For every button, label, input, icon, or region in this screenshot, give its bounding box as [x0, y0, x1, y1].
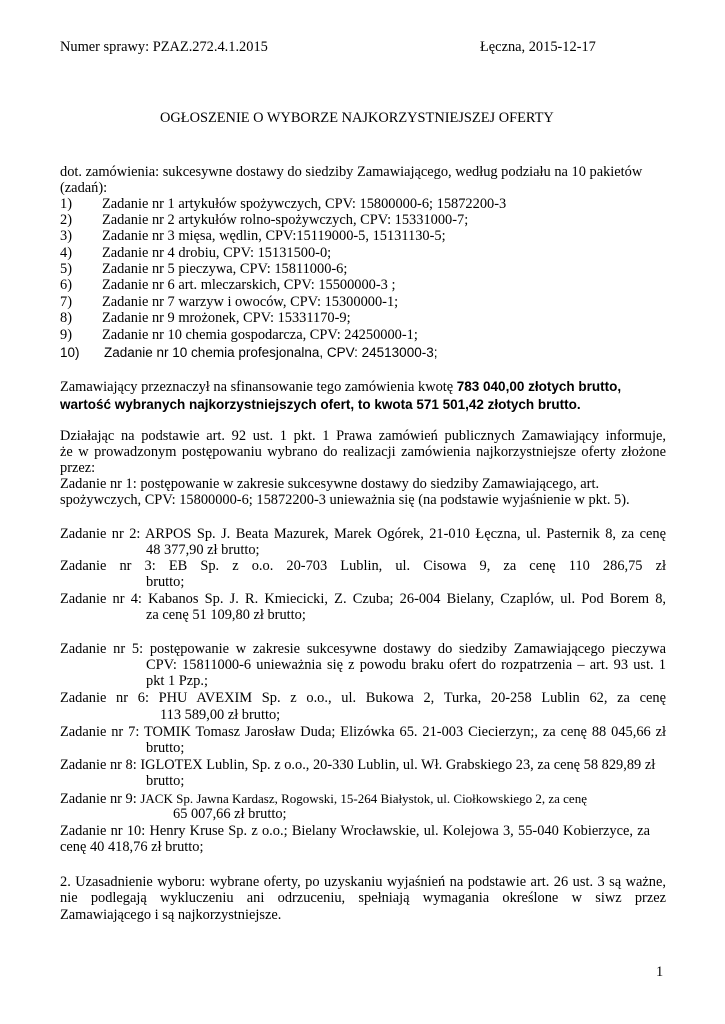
award-task-4: Zadanie nr 4: Kabanos Sp. J. R. Kmiecicki, Z. Czuba; 26-004 Bielany, Czaplów, ul. Pod Borem 8, — [60, 591, 666, 607]
selected-offers-value: wartość wybranych najkorzystniejszych ofert, to kwota 571 501,42 złotych brutto. — [60, 397, 581, 412]
task-number: 7) — [60, 294, 72, 310]
award-task-3-price: brutto; — [146, 574, 185, 590]
task-item: Zadanie nr 6 art. mleczarskich, CPV: 15500000-3 ; — [102, 277, 396, 293]
justification-line: 2. Uzasadnienie wyboru: wybrane oferty, po uzyskaniu wyjaśnień na podstawie art. 26 ust. 3 są ważne, — [60, 874, 666, 890]
subject-line: (zadań): — [60, 180, 108, 196]
task-number: 4) — [60, 245, 72, 261]
award-task-3: Zadanie nr 3: EB Sp. z o.o. 20-703 Lublin, ul. Cisowa 9, za cenę 110 286,75 zł — [60, 558, 666, 574]
task-item: Zadanie nr 4 drobiu, CPV: 15131500-0; — [102, 245, 332, 261]
task-number: 2) — [60, 212, 72, 228]
award-task-7: Zadanie nr 7: TOMIK Tomasz Jarosław Duda; Elizówka 65. 21-003 Ciecierzyn;, za cenę 88 045,66 zł — [60, 724, 666, 740]
task-number: 5) — [60, 261, 72, 277]
task-item: Zadanie nr 9 mrożonek, CPV: 15331170-9; — [102, 310, 351, 326]
legal-basis-line: że w prowadzonym postępowaniu wybrano do realizacji zamówienia najkorzystniejsze oferty złożone — [60, 444, 666, 460]
award-task-6: Zadanie nr 6: PHU AVEXIM Sp. z o.o., ul. Bukowa 2, Turka, 20-258 Lublin 62, za cenę — [60, 690, 666, 706]
award-task-9-prefix: Zadanie nr 9: — [60, 791, 141, 807]
award-task-4-price: za cenę 51 109,80 zł brutto; — [146, 607, 306, 623]
task-item: Zadanie nr 5 pieczywa, CPV: 15811000-6; — [102, 261, 348, 277]
task-item: Zadanie nr 10 chemia profesjonalna, CPV: 24513000-3; — [104, 345, 438, 360]
award-task-9 — [60, 790, 587, 809]
budget-amount: 783 040,00 złotych brutto, — [456, 379, 622, 394]
award-task-5-note: pkt 1 Pzp.; — [146, 673, 208, 689]
task-item: Zadanie nr 7 warzyw i owoców, CPV: 15300000-1; — [102, 294, 399, 310]
page-title: OGŁOSZENIE O WYBORZE NAJKORZYSTNIEJSZEJ OFERTY — [160, 110, 554, 126]
award-task-10-price: cenę 40 418,76 zł brutto; — [60, 839, 204, 855]
task-item: Zadanie nr 1 artykułów spożywczych, CPV: 15800000-6; 15872200-3 — [102, 196, 507, 212]
page-number: 1 — [656, 964, 664, 980]
budget-intro: Zamawiający przeznaczył na sfinansowanie tego zamówienia kwotę — [60, 379, 457, 395]
award-task-8: Zadanie nr 8: IGLOTEX Lublin, Sp. z o.o., 20-330 Lublin, ul. Wł. Grabskiego 23, za cenę 58 829,89 zł — [60, 757, 656, 773]
task1-cancel-line: spożywczych, CPV: 15800000-6; 15872200-3 unieważnia się (na podstawie wyjaśnienie w pkt. 5). — [60, 492, 630, 508]
justification-line: nie podlegają wykluczeniu ani odrzuceniu, spełniają wymagania określone w siwz przez — [60, 890, 666, 906]
budget-line — [60, 378, 621, 397]
task-item: Zadanie nr 3 mięsa, wędlin, CPV:15119000-5, 15131130-5; — [102, 228, 446, 244]
award-task-10: Zadanie nr 10: Henry Kruse Sp. z o.o.; Bielany Wrocławskie, ul. Kolejowa 3, 55-040 Kobierzyce, za — [60, 823, 650, 839]
award-task-2-price: 48 377,90 zł brutto; — [146, 542, 260, 558]
task-number: 6) — [60, 277, 72, 293]
award-task-5: Zadanie nr 5: postępowanie w zakresie sukcesywne dostawy do siedziby Zamawiającego pieczywa — [60, 641, 666, 657]
award-task-9-price: 65 007,66 zł brutto; — [173, 806, 287, 822]
task-number: 9) — [60, 327, 72, 343]
task-number: 8) — [60, 310, 72, 326]
award-task-5-note: CPV: 15811000-6 unieważnia się z powodu braku ofert do rozpatrzenia – art. 93 ust. 1 — [146, 657, 666, 673]
award-task-7-price: brutto; — [146, 740, 185, 756]
task-number: 10) — [60, 345, 80, 360]
legal-basis-line: Działając na podstawie art. 92 ust. 1 pkt. 1 Prawa zamówień publicznych Zamawiający informuje, — [60, 428, 666, 444]
task-item: Zadanie nr 10 chemia gospodarcza, CPV: 24250000-1; — [102, 327, 418, 343]
award-task-8-price: brutto; — [146, 773, 185, 789]
award-task-9-company: JACK Sp. Jawna Kardasz, Rogowski, 15-264 Białystok, ul. Ciołkowskiego 2, za cenę — [140, 791, 587, 806]
justification-line: Zamawiającego i są najkorzystniejsze. — [60, 907, 282, 923]
place-date: Łęczna, 2015-12-17 — [480, 39, 596, 55]
task-number: 3) — [60, 228, 72, 244]
task-item: Zadanie nr 2 artykułów rolno-spożywczych, CPV: 15331000-7; — [102, 212, 469, 228]
case-number: Numer sprawy: PZAZ.272.4.1.2015 — [60, 39, 268, 55]
award-task-2: Zadanie nr 2: ARPOS Sp. J. Beata Mazurek, Marek Ogórek, 21-010 Łęczna, ul. Pasternik 8, za cenę — [60, 526, 666, 542]
award-task-6-price: 113 589,00 zł brutto; — [160, 707, 281, 723]
legal-basis-line: przez: — [60, 460, 96, 476]
task-number: 1) — [60, 196, 72, 212]
task1-cancel-line: Zadanie nr 1: postępowanie w zakresie sukcesywne dostawy do siedziby Zamawiającego, art. — [60, 476, 600, 492]
subject-line: dot. zamówienia: sukcesywne dostawy do siedziby Zamawiającego, według podziału na 10 pakietów — [60, 164, 643, 180]
